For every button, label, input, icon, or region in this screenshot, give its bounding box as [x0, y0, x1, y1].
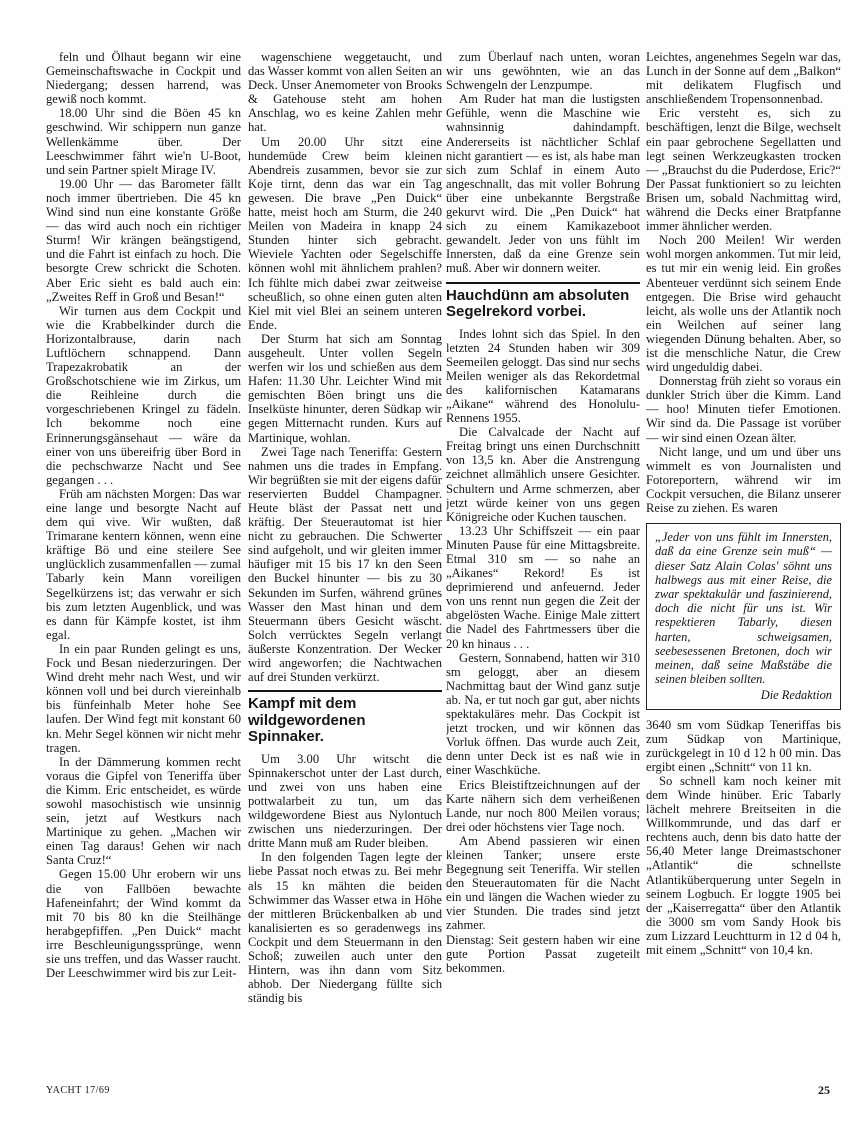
- paragraph: In ein paar Runden gelingt es uns, Fock und Besan niederzuringen. Der Wind dreht mehr nach West, und wir können voll und bei durch viereinhalb bis fünfeinhalb Meter hohe See laufen. Der Wind fegt mit konstant 60 kn. Mehr Segel können wir nicht mehr tragen.: [46, 641, 241, 755]
- article-column-2: [248, 50, 442, 1070]
- editorial-note-signature: Die Redaktion: [760, 688, 832, 703]
- paragraph: In der Dämmerung kommen recht voraus die Gipfel von Teneriffa über die Kimm. Eric entscheidet, es würde sowohl masochistisch wie unsinnig sein, jetzt auf Westkurs nach Martinique zu gehen. „Machen wir einen Tag daraus! Gehen wir nach Santa Cruz!“: [46, 754, 241, 868]
- editorial-note-text: „Jeder von uns fühlt im Innersten, daß da eine Grenze sein muß“ — dieser Satz Alain Colas' söhnt uns halbwegs aus mit einer Reise, die zwar spektakulär und faszinierend, doch die nicht für uns ist. Wir respektieren Tabarly, diesen harten, schweigsamen, seebesessenen Bretonen, doch wir meinen, daß seine Maßstäbe die seinen bleiben sollten.: [655, 530, 832, 687]
- paragraph: Nicht lange, und um und über uns wimmelt es von Journalisten und Fotoreportern, während wir im Cockpit versuchen, die Bilanz unserer Reise zu ziehen. Es waren: [646, 444, 841, 515]
- paragraph: 3640 sm vom Südkap Teneriffas bis zum Südkap von Martinique, zurückgelegt in 10 d 12 h 00 min. Das ergibt einen „Schnitt“ von 11 kn.: [646, 717, 841, 774]
- editorial-note-box: [646, 523, 841, 709]
- section-heading: Hauchdünn am absoluten Segelrekord vorbei.: [446, 282, 640, 321]
- paragraph: Der Sturm hat sich am Sonntag ausgeheult. Unter vollen Segeln werfen wir los und schießen aus dem Hafen: 11.30 Uhr. Leichter Wind mit gemischten Böen bringt uns die Inselküste hinunter, deren Südkap wir gegen Mitternacht runden. Kurs auf Martinique, wohlan.: [248, 331, 442, 445]
- paragraph: Am Ruder hat man die lustigsten Gefühle, wenn die Maschine wie wahnsinnig dahindampft. Andererseits ist nächtlicher Schlaf nicht garantiert — es ist, als habe man sich zum Schlaf in einem Auto angeschnallt, das mit voller Bohrung über eine unbekannte Bergstraße gekurvt wird. Die „Pen Duick“ hat sich zu einem Kamikazeboot gewandelt. Jeder von uns fühlt im Innersten, daß da eine Grenze sein muß. Aber wir donnern weiter.: [446, 92, 640, 276]
- paragraph: 18.00 Uhr sind die Böen 45 kn geschwind. Wir schippern nun ganze Wellenkämme über. Der Leeschwimmer fährt wie'n U-Boot, und sein Partner spielt Mirage IV.: [46, 106, 241, 177]
- paragraph: Um 20.00 Uhr sitzt eine hundemüde Crew beim kleinen Abendreis zusammen, bevor sie zur Koje tirnt, denn das war ein Tag gewesen. Die brave „Pen Duick“ hatte, meist hoch am Sturm, die 240 Meilen von Madeira in knapp 24 Stunden hinter sich gebracht. Wieviele Yachten oder Segelschiffe können wohl mit ähnlichem prahlen? Ich fühlte mich dabei zwar zeitweise scheußlich, so ohne einen guten alten Kiel mit viel Blei an seinem unteren Ende.: [248, 134, 442, 332]
- paragraph: Gestern, Sonnabend, hatten wir 310 sm geloggt, aber an diesem Nachmittag baut der Wind ganz sutje ab. Na, er tut noch gar gut, aber nichts spektakuläres mehr. Das Cockpit ist jetzt trocken, und wir können das Vorluk öffnen. Das wurde auch Zeit, denn unter Deck ist es naß wie in einer Waschküche.: [446, 650, 640, 778]
- article-column-3: [446, 50, 640, 1070]
- paragraph: 19.00 Uhr — das Barometer fällt noch immer übertrieben. Die 45 kn Wind sind nun eine konstante Größe — das wird auch noch ein richtiger Sturm! Wir krängen beängstigend, und die Fahrt ist einfach zu hoch. Die besorgte Crew schrickt die Schoten. Aber Eric sieht es bald auch ein: „Zweites Reff in Groß und Besan!“: [46, 176, 241, 304]
- paragraph: Erics Bleistiftzeichnungen auf der Karte nähern sich dem verheißenen Lande, nur noch 800 Meilen voraus; drei oder höchstens vier Tage noch.: [446, 777, 640, 834]
- column-4-upper-text: [646, 50, 841, 515]
- paragraph: Noch 200 Meilen! Wir werden wohl morgen ankommen. Tut mir leid, es tut mir ein wenig leid. Ein großes Abenteuer verdünnt sich seinem Ende entgegen. Die Brise wird gehaucht leicht, als wolle uns der Atlantik noch ein Weilchen auf seiner lang wiegenden Dünung behalten. Aber, so ist die menschliche Natur, die Crew wird ungeduldig dabei.: [646, 233, 841, 375]
- paragraph: Dienstag: Seit gestern haben wir eine gute Portion Passat zugeteilt bekommen.: [446, 932, 640, 975]
- paragraph: In den folgenden Tagen legte der liebe Passat noch etwas zu. Bei mehr als 15 kn mähten die beiden Schwimmer das Wasser etwa in Höhe der mittleren Brückenbalken ab und kanalisierten es so geradenwegs ins Cockpit und dem Steuermann in den Schoß; zuweilen auch unter den Hintern, was ihn dann vom Sitz abhob. Der Niedergang füllte sich ständig bis: [248, 850, 442, 1006]
- article-column-1: [46, 50, 241, 1070]
- paragraph: Eric versteht es, sich zu beschäftigen, lenzt die Bilge, wechselt ein paar gebrochene Segellatten und legt seinen Werkzeugkasten trocken — „Brauchst du die Puderdose, Eric?“ Der Passat funktioniert so zu leichten Brisen um, sobald Nachmittag wird, während die Decks einer Bratpfanne immer ähnlicher werden.: [646, 106, 841, 234]
- paragraph: Indes lohnt sich das Spiel. In den letzten 24 Stunden haben wir 309 Seemeilen geloggt. Das sind nur sechs Meilen weniger als das Rekordetmal des kalifornischen Katamarans „Aikane“ während des Honolulu-Rennens 1955.: [446, 326, 640, 426]
- paragraph: Um 3.00 Uhr witscht die Spinnakerschot unter der Last durch, und zwei von uns haben eine pottwalarbeit zu tun, um das wildgewordene Biest aus Nylontuch zwischen uns niederzuringen. Der dritte Mann muß am Ruder bleiben.: [248, 751, 442, 851]
- paragraph: Die Calvalcade der Nacht auf Freitag bringt uns einen Durchschnitt von 13,5 kn. Aber die Anstrengung zeichnet allmählich unsere Gesichter. Schultern und Arme schmerzen, aber jetzt würde keiner von uns gegen Königreiche oder Kuchen tauschen.: [446, 425, 640, 524]
- paragraph: 13.23 Uhr Schiffszeit — ein paar Minuten Pause für eine Mittagsbreite. Etmal 310 sm — so nahe an „Aikanes“ Rekord! Es ist deprimierend und anfeuernd. Jeder von uns rennt nun gegen die Zeit der abgelösten Wache. Einige Male zittert die Nadel des Fahrtmessers über die 20 kn hinaus . . .: [446, 523, 640, 651]
- paragraph: Gegen 15.00 Uhr erobern wir uns die von Fallböen bewachte Hafeneinfahrt; der Wind kommt da mit 70 bis 80 kn die Steilhänge herabgepfiffen. „Pen Duick“ macht irre Beschleunigungssprünge, wenn sie uns treffen, und das Wasser raucht. Der Leeschwimmer wird bis zur Leit-: [46, 867, 241, 981]
- paragraph: Leichtes, angenehmes Segeln war das, Lunch in der Sonne auf dem „Balkon“ mit delikatem Flugfisch und anschließendem Tropensonnenbad.: [646, 50, 841, 107]
- article-column-4: [646, 50, 841, 1070]
- paragraph: Wir turnen aus dem Cockpit und wie die Krabbelkinder durch die Horizontalbrause, darin nach Luftlöchern schnappend. Dann Trapezakrobatik an der Großschotschiene wie im Zirkus, um die Reihleine durch die vorgeschriebenen Kringel zu fädeln. Ich bekomme noch eine Erinnerungsgänsehaut — wäre da einer von uns übereifrig über Bord in die pechschwarze Nacht und See gegangen . . .: [46, 303, 241, 487]
- section-heading: Kampf mit dem wildgewordenen Spinnaker.: [248, 690, 442, 746]
- paragraph: Zwei Tage nach Teneriffa: Gestern nahmen uns die trades in Empfang. Wir begrüßten sie mit der eigens dafür reservierten Buddel Champagner. Heute bläst der Passat nett und kräftig. Der Steuerautomat ist hier nicht zu gebrauchen. Die Schwerter sind aufgeholt, und wir gleiten immer häufiger mit 15 bis 17 kn den Seen den Buckel hinunter — bis zu 30 Sekunden im Surfen, während grünes Wasser den Mast hinan und dem Steuermann übers Gesicht wäscht. Solch verrücktes Segeln verlangt äußerste Konzentration. Der Wecker wird angeworfen; die Nachtwachen auf drei Stunden verkürzt.: [248, 444, 442, 685]
- paragraph: Früh am nächsten Morgen: Das war eine lange und besorgte Nacht auf dem qui vive. Wir wußten, daß Trimarane kentern können, wenn eine kräftige Bö und eine steilere See unglücklich zusammenfallen — zumal Tabarly kein Mann voreiligen Segelkürzens ist; das verwahr er sich bis zum letzten Augenblick, und was es dann für Kämpfe kostet, ist ihm egal.: [46, 486, 241, 642]
- magazine-issue-label: YACHT 17/69: [46, 1085, 110, 1096]
- paragraph: Donnerstag früh zieht so voraus ein dunkler Strich über die Kimm. Land — hoo! Minuten tiefer Emotionen. Wir sind da. Die Passage ist vorüber — wir sind einen Ozean älter.: [646, 374, 841, 445]
- paragraph: So schnell kam noch keiner mit dem Winde hinüber. Eric Tabarly lächelt mehrere Breitseiten in die Willkommrunde, und das darf er rechtens auch, denn bis dato hatte der 56,40 Meter lange Dreimastschoner „Atlantik“ die schnellste Atlantiküberquerung unter Segeln in seinem Logbuch. Er loggte 1905 bei der „Kaiserregatta“ über den Atlantik die 3000 sm vom Sandy Hook bis zum Lizzard Leuchtturm in 12 d 04 h, mit einem „Schnitt“ von 10,4 kn.: [646, 773, 841, 958]
- paragraph: wagenschiene weggetaucht, und das Wasser kommt von allen Seiten an Deck. Unser Anemometer von Brooks & Gatehouse steht am hohen Anschlag, wo es keine Zahlen mehr hat.: [248, 50, 442, 135]
- page-number: 25: [818, 1083, 830, 1097]
- paragraph: feln und Ölhaut begann wir eine Gemeinschaftswache in Cockpit und Niedergang; dessen harrend, was gewiß noch kommt.: [46, 50, 241, 107]
- paragraph: zum Überlauf nach unten, woran wir uns gewöhnten, wie an das Schwengeln der Lenzpumpe.: [446, 50, 640, 93]
- column-4-lower-text: [646, 718, 841, 958]
- paragraph: Am Abend passieren wir einen kleinen Tanker; unsere erste Begegnung seit Teneriffa. Wir stellen den Steuerautomaten für die Nacht ein und längen die Wachen wieder zu vier Stunden. Die trades sind jetzt zahmer.: [446, 833, 640, 933]
